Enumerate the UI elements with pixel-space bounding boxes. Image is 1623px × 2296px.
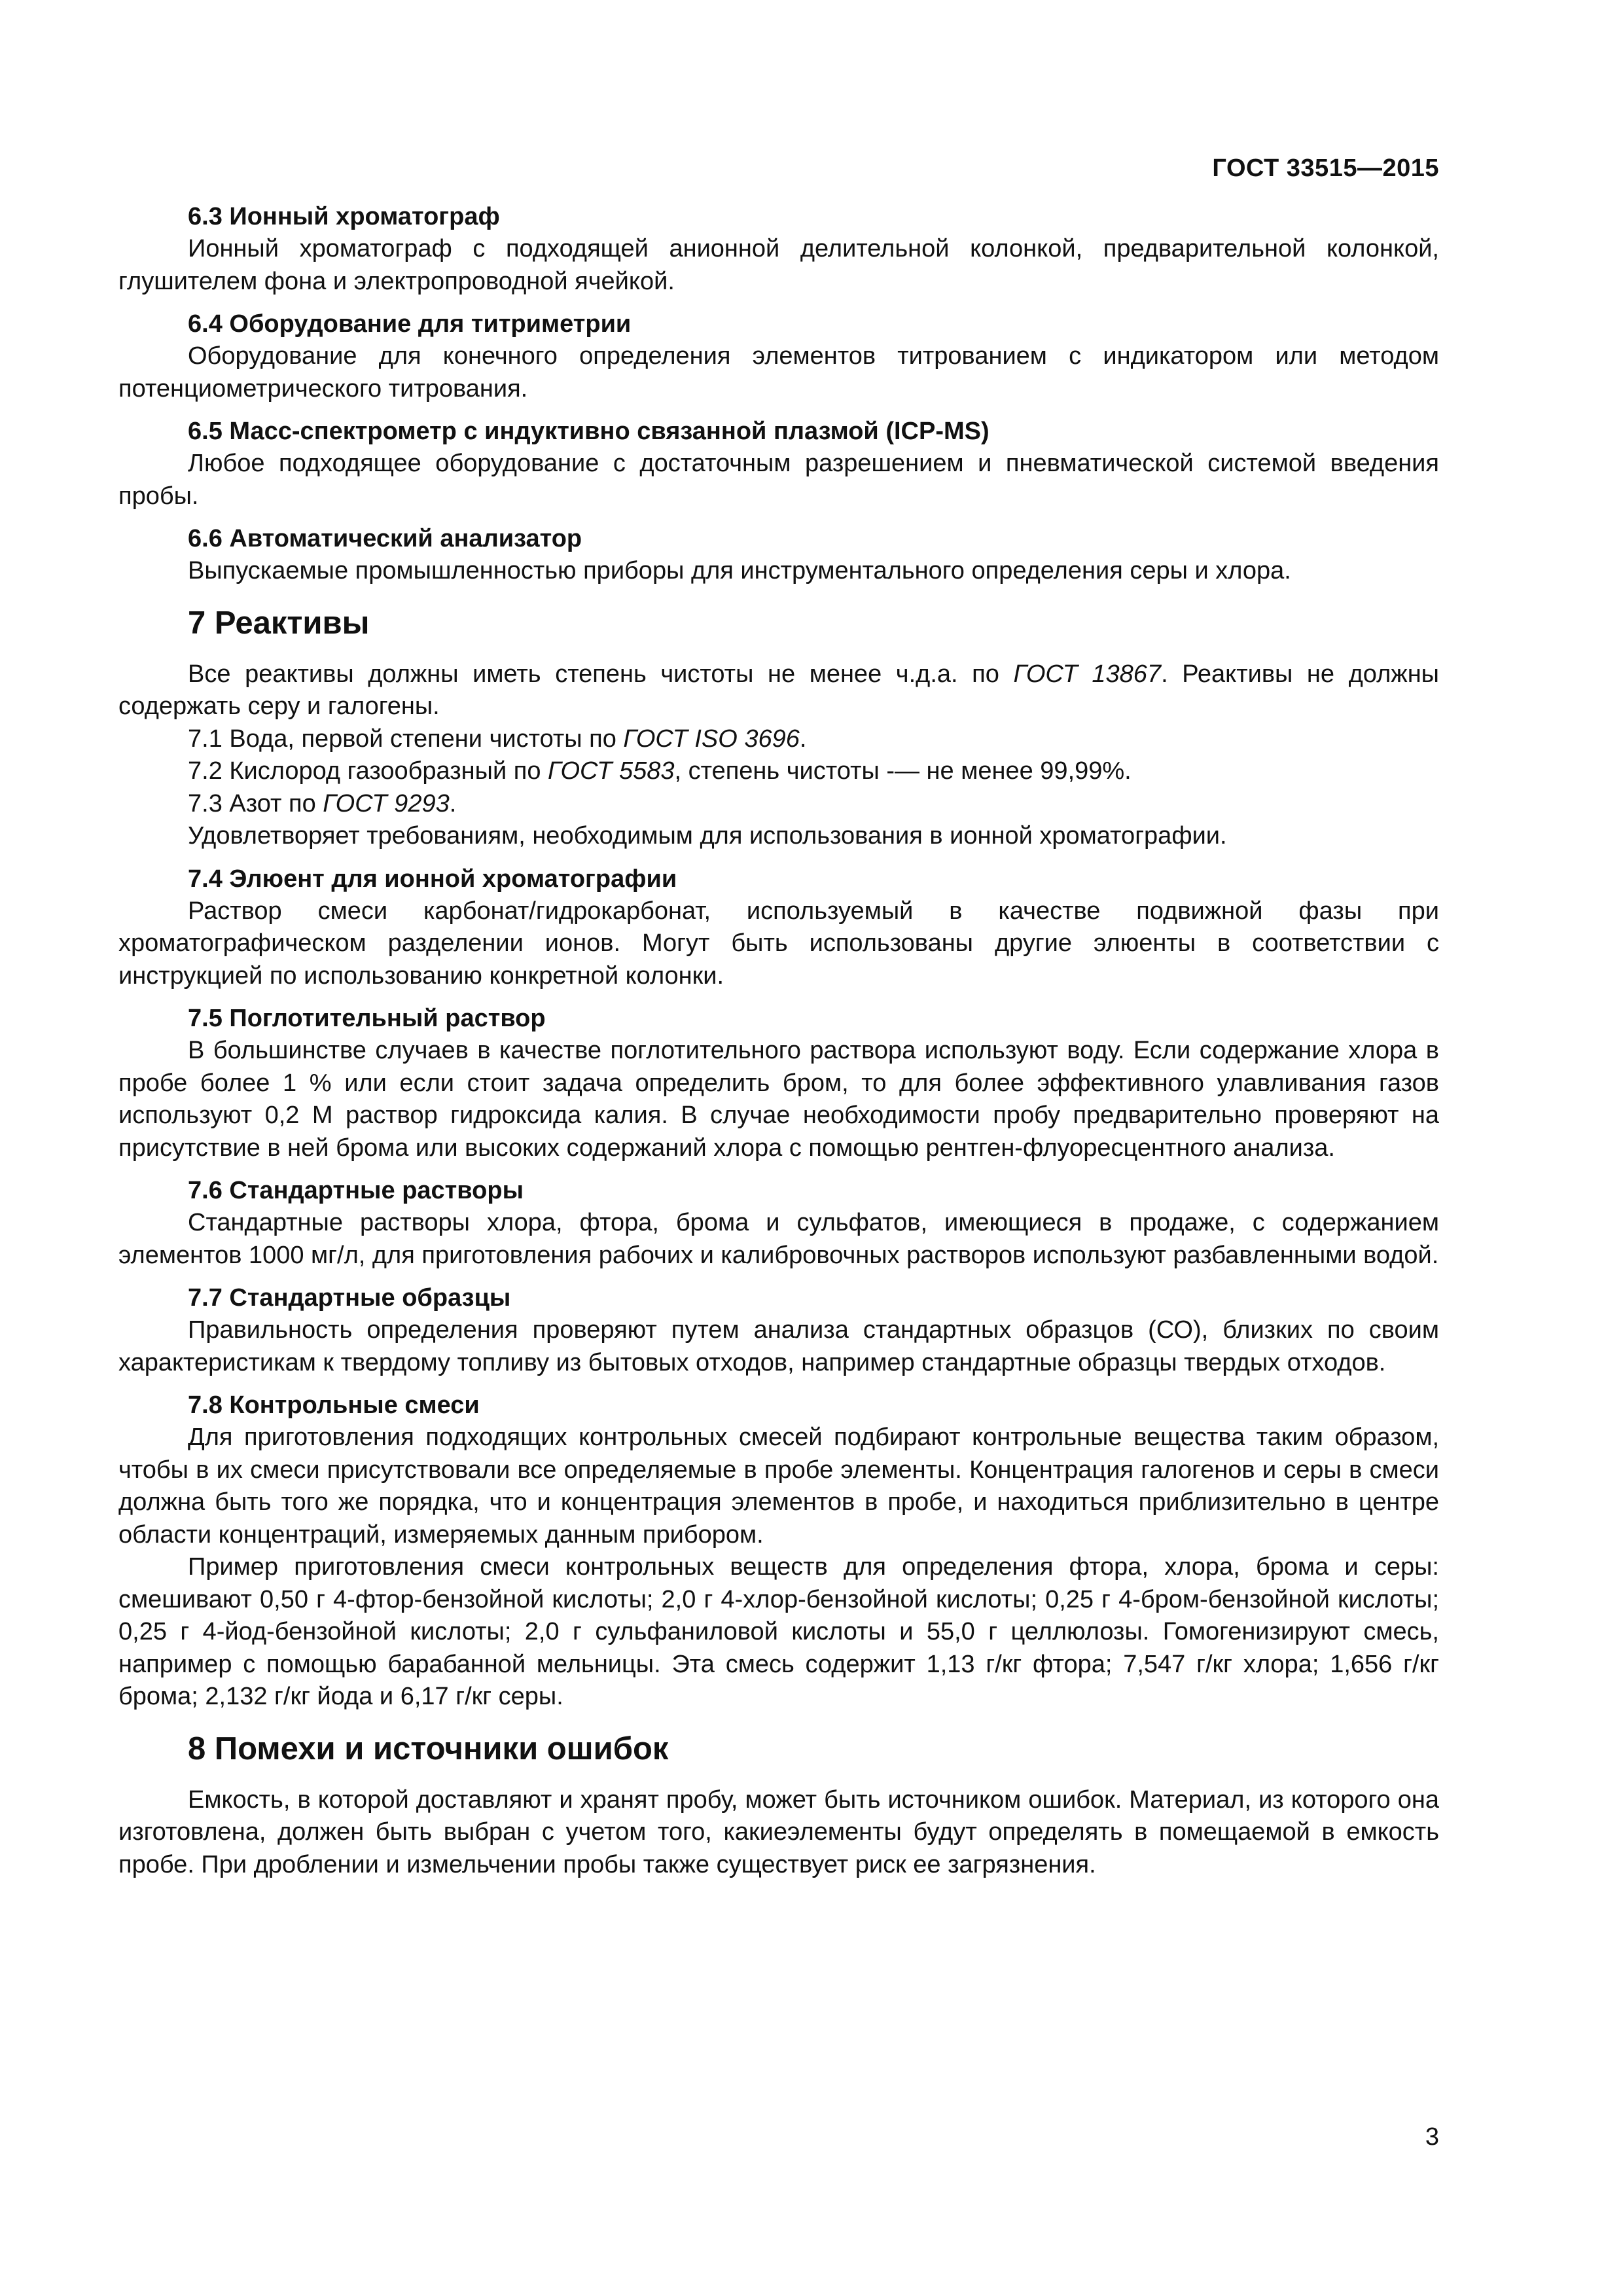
item-7-2 [118,755,1439,788]
section-6-5-text: Любое подходящее оборудование с достаточным разрешением и пневматической системой введения пробы. [118,450,1439,510]
section-6-5-title: 6.5 Масс-спектрометр с индуктивно связанной плазмой (ICP-MS) [188,418,990,445]
gost-iso-3696-ref: ГОСТ ISO 3696 [623,725,800,753]
section-7-7-text: Правильность определения проверяют путем анализа стандартных образцов (СО), близких по своим характеристикам к твердому топливу из бытовых отходов, например стандартные образцы твердых отходов. [118,1316,1439,1376]
section-7-4-title: 7.4 Элюент для ионной хроматографии [188,865,677,893]
section-7-5-title: 7.5 Поглотительный раствор [188,1005,546,1032]
section-7-8-title: 7.8 Контрольные смеси [188,1391,480,1419]
section-6-4-title: 6.4 Оборудование для титриметрии [188,310,632,338]
section-7-4-text: Раствор смеси карбонат/гидрокарбонат, используемый в качестве подвижной фазы при хроматографическом разделении ионов. Могут быть использованы другие элюенты в соответствии с инструкцией по использованию конкретной колонки. [118,897,1439,990]
document-page [118,0,1439,2296]
section-7-5-text: В большинстве случаев в качестве поглотительного раствора используют воду. Если содержание хлора в пробе более 1 % или если стоит задача определить бром, то для более эффективного улавливания газов используют 0,2 М раствор гидроксида калия. В случае необходимости пробу предварительно проверяют на присутствие в ней брома или высоких содержаний хлора с помощью рентген-флуоресцентного анализа. [118,1037,1439,1162]
section-8-title: 8 Помехи и источники ошибок [188,1731,669,1767]
gost-9293-ref: ГОСТ 9293 [323,789,450,817]
section-7-intro [118,658,1439,723]
section-6-3-title: 6.3 Ионный хроматограф [188,203,500,230]
item-7-1-b: . [799,725,807,753]
section-8-text: Емкость, в которой доставляют и хранят пробу, может быть источником ошибок. Материал, из которого она изготовлена, должен быть выбран с учетом того, какиеэлементы будут определять в помещаемой в емкость пробе. При дроблении и измельчении пробы также существует риск ее загрязнения. [118,1785,1439,1878]
item-7-3 [118,788,1439,821]
item-7-1 [118,723,1439,756]
section-7-6-title: 7.6 Стандартные растворы [188,1177,524,1204]
item-7-3-b: . [449,789,457,817]
page-number: 3 [1425,2123,1439,2151]
gost-5583-ref: ГОСТ 5583 [548,757,675,785]
section-6-6-title: 6.6 Автоматический анализатор [188,525,582,552]
section-7-intro-a: Все реактивы должны иметь степень чистоты не менее ч.д.а. по [188,660,1014,688]
section-7-title: 7 Реактивы [188,605,370,641]
section-7-8-text-2: Пример приготовления смеси контрольных веществ для определения фтора, хлора, брома и серы: смешивают 0,50 г 4-фтор-бензойной кислоты; 2,0 г 4-хлор-бензойной кислоты; 0,25 г 4-бром-бензойной кислоты; 0,25 г 4-йод-бензойной кислоты; 2,0 г сульфаниловой кислоты и 55,0 г целлюлозы. Гомогенизируют смесь, например с помощью барабанной мельницы. Эта смесь содержит 1,13 г/кг фтора; 7,547 г/кг хлора; 1,656 г/кг брома; 2,132 г/кг йода и 6,17 г/кг серы. [118,1553,1439,1710]
document-body [118,200,1439,1881]
section-7-7-title: 7.7 Стандартные образцы [188,1284,511,1312]
item-7-2-a: 7.2 Кислород газообразный по [188,757,548,785]
item-7-1-a: 7.1 Вода, первой степени чистоты по [188,725,624,753]
section-6-3-text: Ионный хроматограф с подходящей анионной делительной колонкой, предварительной колонкой, глушителем фона и электропроводной ячейкой. [118,235,1439,295]
section-6-4-text: Оборудование для конечного определения элементов титрованием с индикатором или методом потенциометрического титрования. [118,342,1439,403]
item-7-2-b: , степень чистоты -— не менее 99,99%. [674,757,1132,785]
gost-13867-ref: ГОСТ 13867 [1013,660,1162,688]
section-7-6-text: Стандартные растворы хлора, фтора, брома и сульфатов, имеющиеся в продаже, с содержанием элементов 1000 мг/л, для приготовления рабочих и калибровочных растворов используют разбавленными водой. [118,1209,1439,1269]
section-6-6-text: Выпускаемые промышленностью приборы для инструментального определения серы и хлора. [188,557,1291,584]
standard-id-header: ГОСТ 33515—2015 [1212,154,1439,182]
item-7-3-a: 7.3 Азот по [188,789,323,817]
section-7-8-text-1: Для приготовления подходящих контрольных смесей подбирают контрольные вещества таким образом, чтобы в их смеси присутствовали все определяемые в пробе элементы. Концентрация галогенов и серы в смеси должна быть того же порядка, что и концентрация элементов в пробе, и находиться приблизительно в центре области концентраций, измеряемых данным прибором. [118,1424,1439,1549]
section-7-intro-b: . Реактивы не должны содержать серу и галогены. [118,660,1439,720]
item-7-3-text: Удовлетворяет требованиям, необходимым для использования в ионной хроматографии. [188,822,1227,850]
